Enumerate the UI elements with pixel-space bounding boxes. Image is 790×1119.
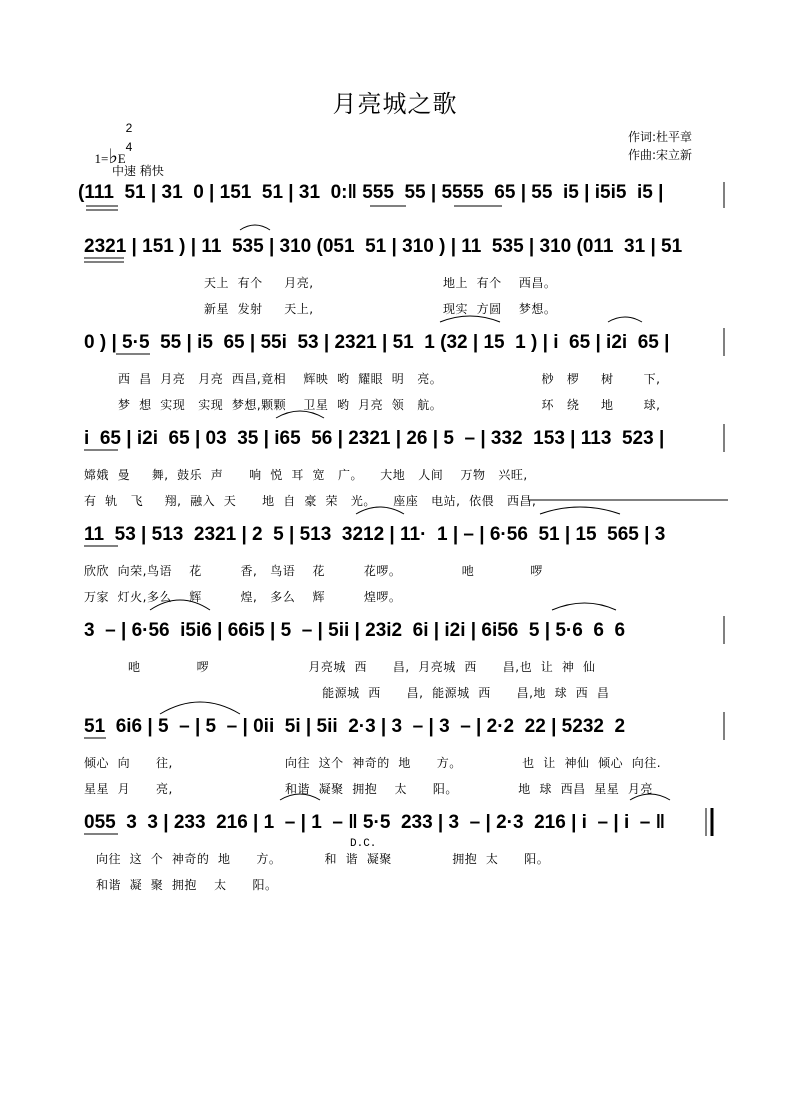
notation-row-4: i 65 | i2i 65 | 03 35 | i65 56 | 2321 | 26 | 5 – | 332 153 | 113 523 | (84, 428, 665, 449)
lyric-row-7-verse-1: 倾心 向 往, 向往 这个 神奇的 地 方。 也 让 神仙 倾心 向往. (84, 756, 662, 770)
slur (540, 507, 620, 514)
slur (552, 603, 616, 610)
lyric-row-8-verse-2: 和谐 凝 聚 拥抱 太 阳。 (96, 878, 278, 892)
flat-symbol: ♭ (108, 144, 118, 168)
lyric-row-2-verse-2: 新星 发射 天上, 现实 方圆 梦想。 (204, 302, 557, 316)
notation-row-2: 2321 | 151 ) | 11 535 | 310 (051 51 | 310 ) | 11 535 | 310 (011 31 | 51 (84, 236, 683, 257)
time-signature-bottom: 4 (125, 140, 133, 154)
lyric-row-4-verse-2: 有 轨 飞 翔, 融入 天 地 自 豪 荣 光。 座座 电站, 依偎 西昌, (84, 494, 537, 508)
composer-credit: 作曲:宋立新 (628, 148, 693, 162)
slur (160, 702, 240, 714)
time-signature-top: 2 (125, 121, 133, 135)
da-capo-mark: D.C. (350, 838, 377, 850)
lyric-row-5-verse-2: 万家 灯火,多么 辉 煌, 多么 辉 煌啰。 (84, 590, 402, 604)
slur (608, 317, 642, 322)
lyric-row-2-verse-1: 天上 有个 月亮, 地上 有个 西昌。 (204, 276, 557, 290)
notation-row-8: 055 3 3 | 233 216 | 1 – | 1 – ‖ 5·5 233 | 3 – | 2·3 216 | i – | i – ‖ (84, 812, 666, 833)
lyric-row-6-verse-1: 吔 啰 月亮城 西 昌, 月亮城 西 昌,也 让 神 仙 (128, 660, 596, 674)
lyricist-credit: 作词:杜平章 (628, 130, 693, 144)
notation-row-5: 11 53 | 513 2321 | 2 5 | 513 3212 | 11· 1 | – | 6·56 51 | 15 565 | 3 (84, 524, 666, 545)
lyric-row-3-verse-1: 西 昌 月亮 月亮 西昌,竟相 辉映 哟 耀眼 明 亮。 桫 椤 树 下, (118, 372, 661, 386)
notation-row-6: 3 – | 6·56 i5i6 | 66i5 | 5 – | 5ii | 23i2 6i | i2i | 6i56 5 | 5·6 6 6 (84, 620, 626, 641)
notation-row-1: (111 51 | 31 0 | 151 51 | 31 0:‖ 555 55 | 5555 65 | 55 i5 | i5i5 i5 | (78, 182, 664, 203)
song-title: 月亮城之歌 (332, 90, 458, 118)
slur (240, 225, 270, 230)
tempo-marking: 中速 稍快 (112, 164, 164, 178)
lyric-row-3-verse-2: 梦 想 实现 实现 梦想,颗颗 卫星 哟 月亮 领 航。 环 绕 地 球, (118, 398, 661, 412)
lyric-row-8-verse-1: 向往 这 个 神奇的 地 方。 和 谐 凝聚 拥抱 太 阳。 (96, 852, 550, 866)
notation-row-3: 0 ) | 5·5 55 | i5 65 | 55i 53 | 2321 | 51 1 (32 | 15 1 ) | i 65 | i2i 65 | (84, 332, 670, 353)
lyric-row-5-verse-1: 欣欣 向荣,鸟语 花 香, 鸟语 花 花啰。 吔 啰 (84, 564, 543, 578)
lyric-row-7-verse-2: 星星 月 亮, 和谐 凝聚 拥抱 太 阳。 地 球 西昌 星星 月亮 (84, 782, 653, 796)
lyric-row-4-verse-1: 嫦娥 曼 舞, 鼓乐 声 响 悦 耳 宽 广。 大地 人间 万物 兴旺, (84, 468, 528, 482)
lyric-row-6-verse-2: 能源城 西 昌, 能源城 西 昌,地 球 西 昌 (128, 686, 610, 700)
key-prefix: 1= (94, 151, 109, 166)
notation-row-7: 51 6i6 | 5 – | 5 – | 0ii 5i | 5ii 2·3 | 3 – | 3 – | 2·2 22 | 5232 2 (84, 716, 626, 737)
key-note: E (117, 151, 126, 166)
